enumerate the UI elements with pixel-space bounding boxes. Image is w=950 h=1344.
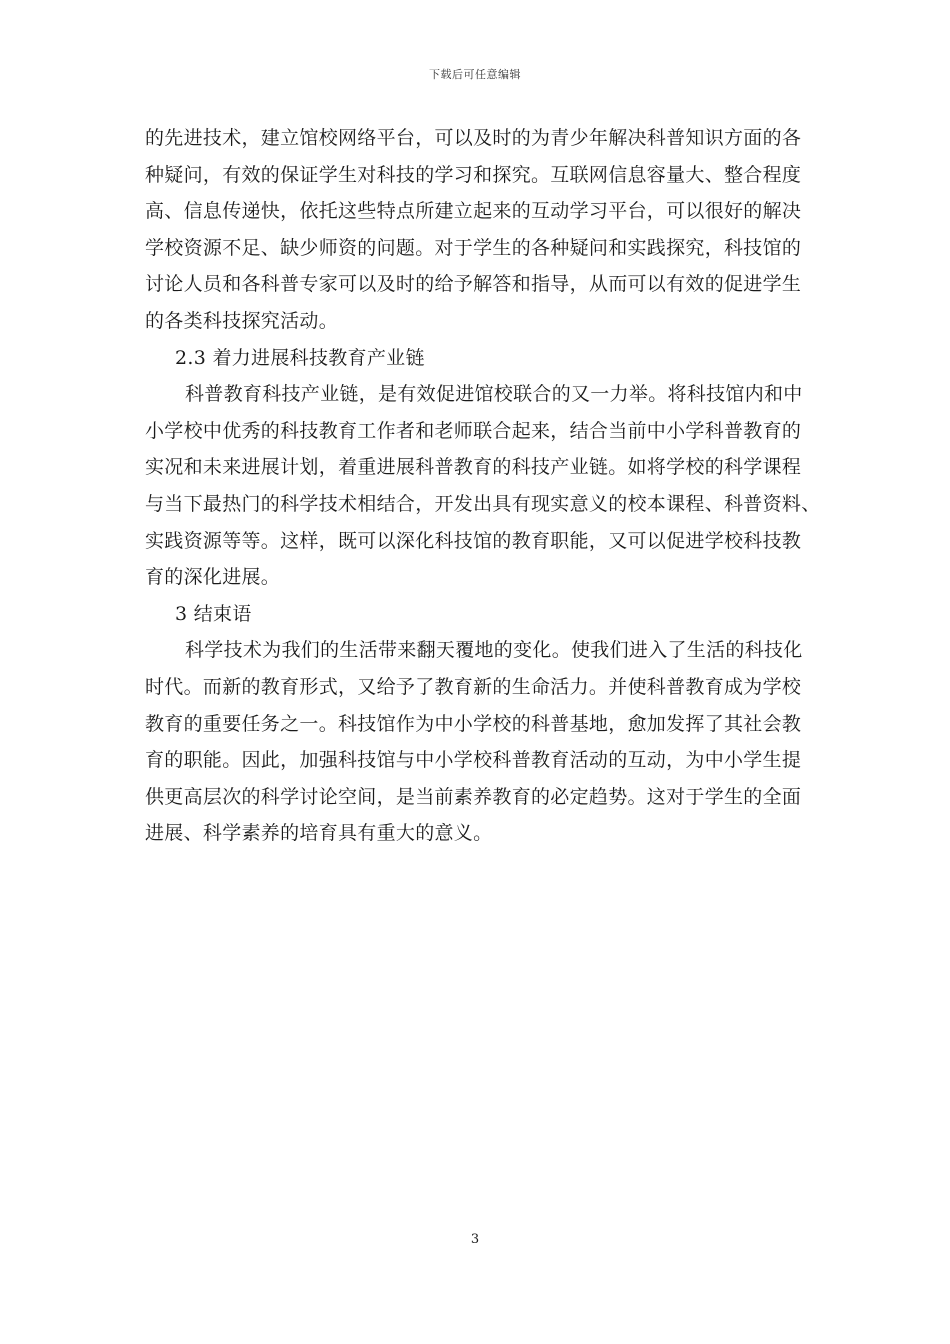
paragraph-line: 与当下最热门的科学技术相结合，开发出具有现实意义的校本课程、科普资料、 <box>145 492 821 515</box>
paragraph-line: 育的职能。因此，加强科技馆与中小学校科普教育活动的互动，为中小学生提 <box>145 749 802 772</box>
section-2-3-paragraph <box>145 376 821 596</box>
paragraph-line: 学校资源不足、缺少师资的问题。对于学生的各种疑问和实践探究，科技馆的 <box>145 236 802 259</box>
paragraph-line: 时代。而新的教育形式，又给予了教育新的生命活力。并使科普教育成为学校 <box>145 675 802 698</box>
paragraph-line: 教育的重要任务之一。科技馆作为中小学校的科普基地，愈加发挥了其社会教 <box>145 712 802 735</box>
paragraph-line: 讨论人员和各科普专家可以及时的给予解答和指导，从而可以有效的促进学生 <box>145 273 802 296</box>
paragraph-line: 的先进技术，建立馆校网络平台，可以及时的为青少年解决科普知识方面的各 <box>145 127 802 149</box>
paragraph-line: 进展、科学素养的培育具有重大的意义。 <box>145 822 493 845</box>
page-number: 3 <box>470 1232 480 1247</box>
document-body <box>145 120 821 852</box>
paragraph-line: 种疑问，有效的保证学生对科技的学习和探究。互联网信息容量大、整合程度 <box>145 163 802 186</box>
paragraph-line: 实践资源等等。这样，既可以深化科技馆的教育职能，又可以促进学校科技教 <box>145 529 802 552</box>
paragraph-line: 供更高层次的科学讨论空间，是当前素养教育的必定趋势。这对于学生的全面 <box>145 785 802 808</box>
paragraph-line: 实况和未来进展计划，着重进展科普教育的科技产业链。如将学校的科学课程 <box>145 456 802 479</box>
paragraph-continuation <box>145 120 810 340</box>
paragraph-line: 科学技术为我们的生活带来翻天覆地的变化。使我们进入了生活的科技化 <box>185 639 803 662</box>
section-3-paragraph <box>145 632 810 852</box>
paragraph-line: 科普教育科技产业链，是有效促进馆校联合的又一力举。将科技馆内和中 <box>185 383 803 406</box>
section-heading-2-3: 2.3 着力进展科技教育产业链 <box>175 346 425 369</box>
paragraph-line: 育的深化进展。 <box>145 566 281 589</box>
paragraph-line: 小学校中优秀的科技教育工作者和老师联合起来，结合当前中小学科普教育的 <box>145 419 802 442</box>
page-header: 下载后可任意编辑 <box>429 68 521 81</box>
paragraph-line: 高、信息传递快，依托这些特点所建立起来的互动学习平台，可以很好的解决 <box>145 200 802 223</box>
paragraph-line: 的各类科技探究活动。 <box>145 309 339 332</box>
section-heading-3: 3 结束语 <box>175 602 252 625</box>
